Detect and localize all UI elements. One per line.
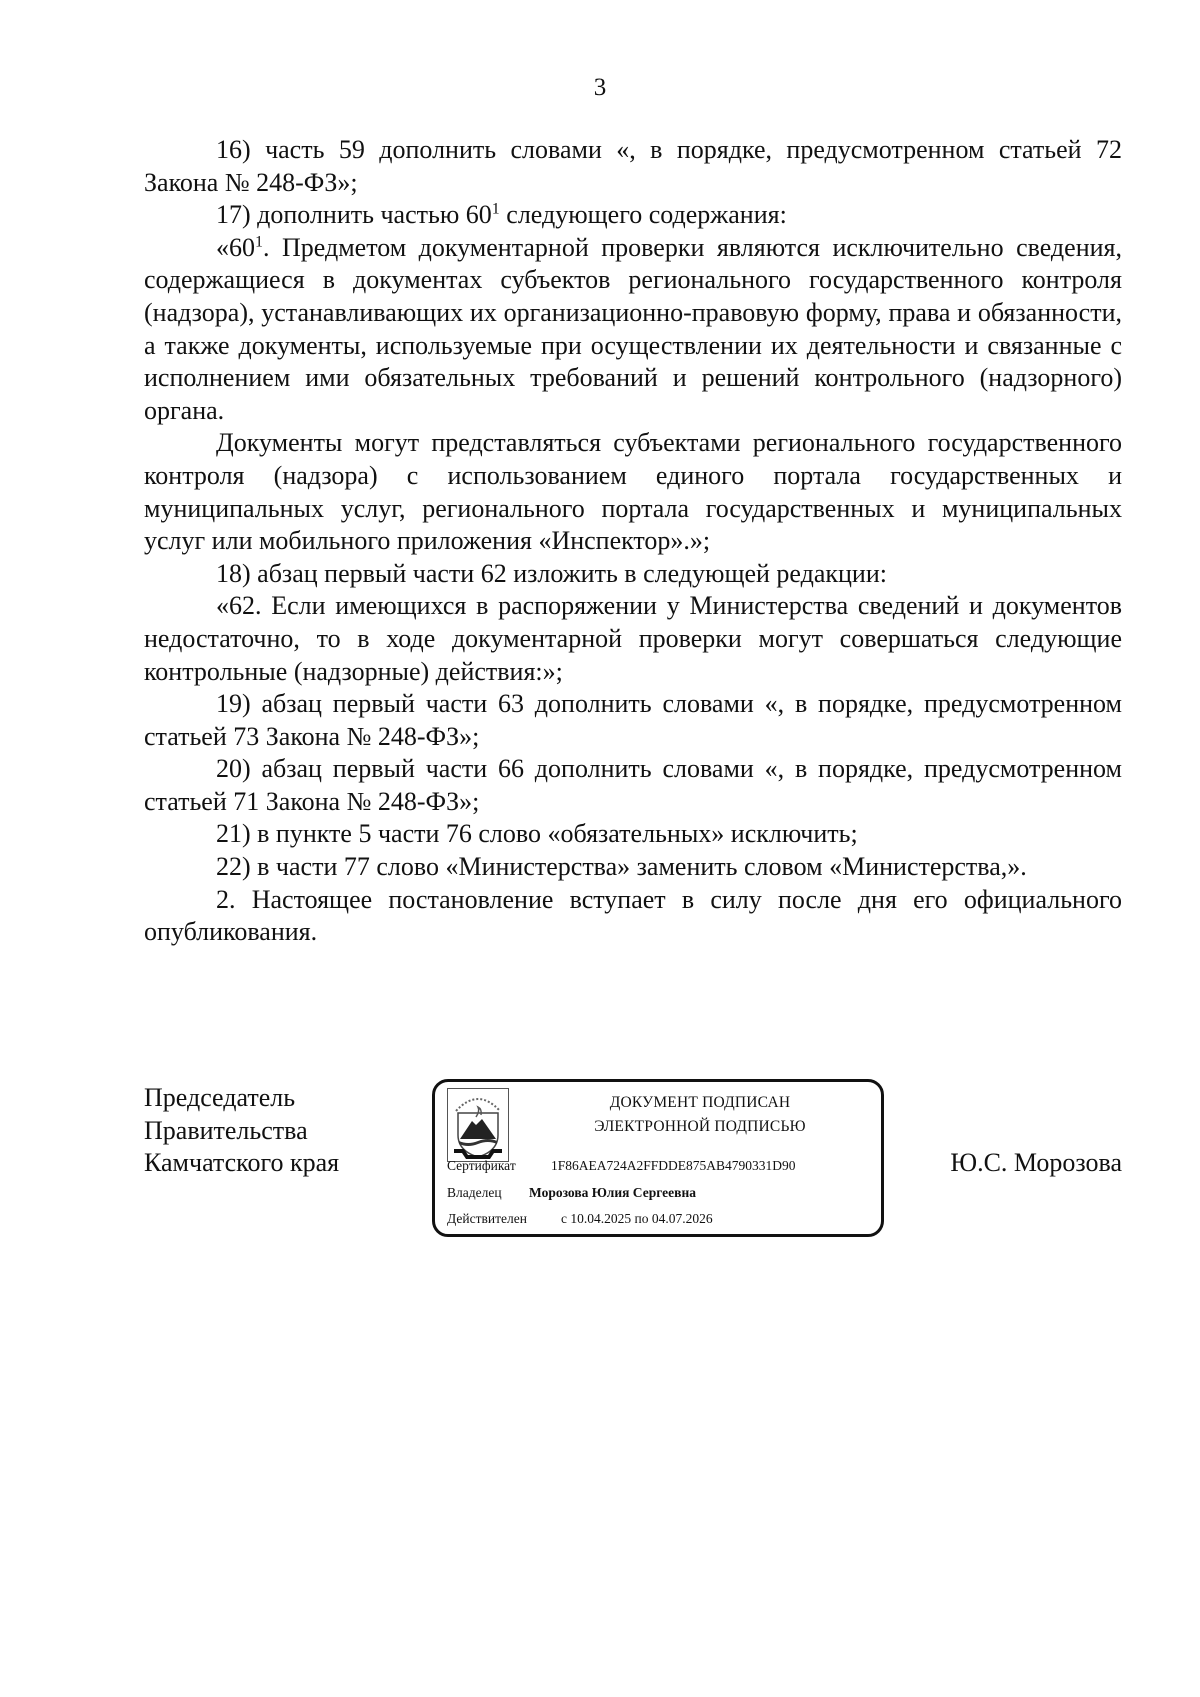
validity-value: с 10.04.2025 по 04.07.2026: [561, 1211, 713, 1226]
paragraph-text-end: . Предметом документарной проверки являются исключительно сведения, содержащиеся в документах субъектов регионального государственного контроля (надзора), устанавливающих их организационно-правовую форму, права и обязанности, а также документы, используемые при осуществлении их деятельности и связанные с исполнением ими обязательных требований и решений контрольного (надзорного) органа.: [144, 232, 1122, 425]
stamp-title-line: ДОКУМЕНТ ПОДПИСАН: [609, 1094, 791, 1111]
paragraph-item-21: 21) в пункте 5 части 76 слово «обязательных» исключить;: [216, 819, 858, 849]
page-number: 3: [593, 74, 607, 101]
paragraph-text-end: следующего содержания:: [499, 200, 787, 230]
paragraph-part-62: «62. Если имеющихся в распоряжении у Министерства сведений и документов недостаточно, то в ходе документарной проверки могут совершаться следующие контрольные (надзорные) действия:»;: [144, 591, 1122, 686]
document-body: [144, 134, 1122, 949]
paragraph-item-19: 19) абзац первый части 63 дополнить словами «, в порядке, предусмотренном статьей 73 Закона № 248-ФЗ»;: [144, 689, 1122, 751]
superscript-index: 1: [255, 233, 263, 251]
paragraph-item-16: 16) часть 59 дополнить словами «, в порядке, предусмотренном статьей 72 Закона № 248-ФЗ»;: [144, 135, 1122, 197]
validity-label: Действителен: [447, 1211, 527, 1226]
owner-label: Владелец: [447, 1185, 502, 1200]
paragraph-effective-date: 2. Настоящее постановление вступает в силу после дня его официального опубликования.: [144, 884, 1122, 947]
paragraph-part-60-1: [144, 232, 1122, 428]
signer-position-line: Правительства: [144, 1115, 308, 1145]
stamp-title-line: ЭЛЕКТРОННОЙ ПОДПИСЬЮ: [594, 1118, 806, 1135]
owner-value: Морозова Юлия Сергеевна: [529, 1185, 696, 1200]
stamp-owner-row: [447, 1184, 696, 1202]
paragraph-text-start: 17) дополнить частью 60: [216, 200, 492, 230]
paragraph-item-20: 20) абзац первый части 66 дополнить словами «, в порядке, предусмотренном статьей 71 Закона № 248-ФЗ»;: [144, 754, 1122, 816]
stamp-title: [525, 1091, 875, 1139]
signer-position-line: Председатель: [144, 1083, 296, 1112]
coat-of-arms-icon: [447, 1088, 509, 1162]
signer-name: Ю.С. Морозова: [950, 1148, 1122, 1177]
stamp-validity-row: [447, 1210, 713, 1228]
paragraph-documents-portal: Документы могут представляться субъектами регионального государственного контроля (надзора) с использованием единого портала государственных и муниципальных услуг, регионального портала государственных и муниципальных услуг или мобильного приложения «Инспектор».»;: [144, 428, 1122, 556]
stamp-certificate-row: [447, 1157, 796, 1175]
signer-position-line: Камчатского края: [144, 1148, 340, 1178]
certificate-value: 1F86AEA724A2FFDDE875AB4790331D90: [551, 1158, 796, 1173]
paragraph-item-22: 22) в части 77 слово «Министерства» заменить словом «Министерства,».: [216, 852, 1027, 882]
paragraph-item-17: [144, 199, 1122, 232]
electronic-signature-stamp: [432, 1079, 884, 1237]
paragraph-item-18: 18) абзац первый части 62 изложить в следующей редакции:: [216, 558, 887, 588]
paragraph-text-start: «60: [216, 232, 255, 262]
superscript-index: 1: [491, 200, 500, 218]
certificate-label: Сертификат: [447, 1158, 516, 1173]
signer-position: [144, 1082, 339, 1180]
